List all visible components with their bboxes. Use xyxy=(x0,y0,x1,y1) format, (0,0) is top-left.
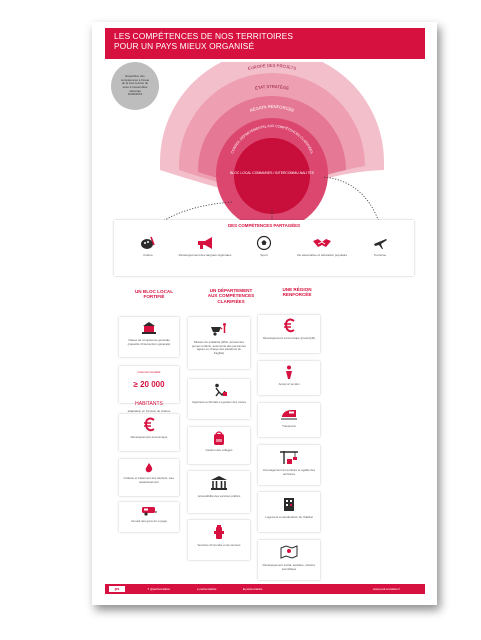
instagram-icon: ■ xyxy=(243,587,245,591)
shared-item-culture xyxy=(120,234,176,258)
note-line: de la 1ère lecture du xyxy=(121,81,149,86)
card-dechets-eau: Collecte et traitement des déchets, eau, assainissement xyxy=(119,459,179,496)
arrow-left xyxy=(142,202,232,222)
title-line-2: POUR UN PAYS MIEUX ORGANISÉ xyxy=(114,40,255,51)
shared-item-tourisme xyxy=(352,234,408,258)
shared-competences-panel xyxy=(114,220,414,276)
card-intercommunalite: intercommunalité ≥ 20 000 HABITANTS adaptation en fonction de critères xyxy=(119,366,179,403)
instagram-link[interactable]: ■ partisocialiste xyxy=(243,587,263,591)
handshake-icon xyxy=(294,234,350,252)
roadwork-icon xyxy=(188,379,250,401)
ring-bloc-local xyxy=(234,138,310,214)
institution-icon xyxy=(188,471,250,495)
twitter-icon: ✦ xyxy=(147,587,150,591)
website-link[interactable]: www.parti-socialiste.fr xyxy=(373,587,401,591)
building-icon xyxy=(258,492,320,516)
note-line: texte à l'assemblée xyxy=(122,85,148,89)
shared-item-sport xyxy=(236,234,292,258)
ring-label: EUROPE DES PROJETS xyxy=(247,62,297,71)
card-developpement-social: Développement social, sanitaire, culturel, scientifique xyxy=(258,540,320,580)
card-amenagement-territoire: Aménagement du territoire et égalité des territoires xyxy=(258,445,320,485)
card-services-publics: Accessibilité des services publics xyxy=(188,471,250,513)
shared-item-label: Vie associative et éducation populaire xyxy=(296,253,348,257)
note-line: nationale xyxy=(129,88,141,93)
drop-icon xyxy=(119,459,179,477)
card-developpement-economique-right: Développement économique (prescriptif) xyxy=(258,315,320,353)
hydrant-icon xyxy=(188,520,250,544)
euro-icon xyxy=(119,414,179,436)
caravan-icon xyxy=(119,502,179,520)
column-title-region: UNE RÉGION RENFORCÉE xyxy=(282,287,312,298)
column-title-departement: UN DÉPARTEMENT AUX COMPÉTENCES CLARIFIÉES xyxy=(207,288,255,304)
shared-item-associative xyxy=(294,234,350,258)
card-acces-emploi: Accès à l'emploi xyxy=(258,361,320,395)
backpack-icon xyxy=(188,427,250,449)
ring-label: CONSEIL DÉPARTEMENTAL AUX COMPÉTENCES CLARIFIÉES xyxy=(230,124,314,155)
shared-item-label: Développement des langues régionales xyxy=(178,253,232,257)
note-line: 10/09/2015 xyxy=(127,92,143,97)
shared-item-label: Sport xyxy=(260,253,268,257)
card-gens-du-voyage: Accueil des gens du voyage xyxy=(119,502,179,532)
euro-icon xyxy=(258,315,320,337)
palette-icon xyxy=(120,234,176,252)
card-solidarite: Mission de solidarité (RSA, accueil des jeunes enfants, autonomie des personnes âgées en charge des situations de fragilité) xyxy=(188,317,250,369)
shared-item-label: Culture xyxy=(143,253,153,257)
town-hall-icon xyxy=(119,317,179,339)
party-logo: ps xyxy=(109,586,125,592)
facebook-icon: ● xyxy=(197,587,199,591)
card-ingenierie-routes: Ingénierie territoriale et gestion des routes xyxy=(188,379,250,419)
note-line: Répartition des xyxy=(125,74,145,79)
title-line-1: LES COMPÉTENCES DE NOS TERRITOIRES xyxy=(114,31,294,41)
footer-bar xyxy=(105,584,425,594)
card-logement: Logement et amélioration de l'habitat xyxy=(258,492,320,532)
twitter-link[interactable]: ✦ @partisocialiste xyxy=(147,587,170,591)
ring-label: RÉGION RENFORCÉE xyxy=(249,103,295,114)
population-threshold: ≥ 20 000 xyxy=(133,380,165,389)
card-incendie-secours: Services d'incendie et de secours xyxy=(188,520,250,560)
arrow-right xyxy=(324,177,384,222)
person-icon xyxy=(258,361,320,383)
football-icon xyxy=(236,234,292,252)
megaphone-icon xyxy=(177,234,233,252)
facebook-link[interactable]: ● partisocialiste xyxy=(197,587,217,591)
card-transports: Transports xyxy=(258,403,320,437)
card-colleges: Gestion des collèges xyxy=(188,427,250,464)
card-developpement-economique-left: Développement économique xyxy=(119,414,179,451)
map-icon xyxy=(258,540,320,564)
train-icon xyxy=(258,403,320,425)
shared-title: DES COMPÉTENCES PARTAGÉES xyxy=(227,223,301,228)
page-title xyxy=(105,28,425,59)
airplane-icon xyxy=(352,234,408,252)
card-clause-competence: Clause de compétence générale (capacité d'intervention générale) xyxy=(119,317,179,357)
infographic-page xyxy=(92,22,437,605)
ring-center-label: BLOC LOCAL COMMUNES / INTERCOMMU-NALITÉS xyxy=(230,171,314,175)
territory-rings-diagram xyxy=(92,62,437,222)
column-title-bloc-local: UN BLOC LOCAL FORTIFIÉ xyxy=(134,289,174,300)
ring-label: ÉTAT STRATÈGE xyxy=(254,83,290,91)
wheelbarrow-icon xyxy=(188,317,250,341)
crane-icon xyxy=(258,445,320,469)
shared-item-langues xyxy=(177,234,233,258)
shared-item-label: Tourisme xyxy=(373,253,387,257)
note-line: compétences à l'issue xyxy=(120,77,150,82)
